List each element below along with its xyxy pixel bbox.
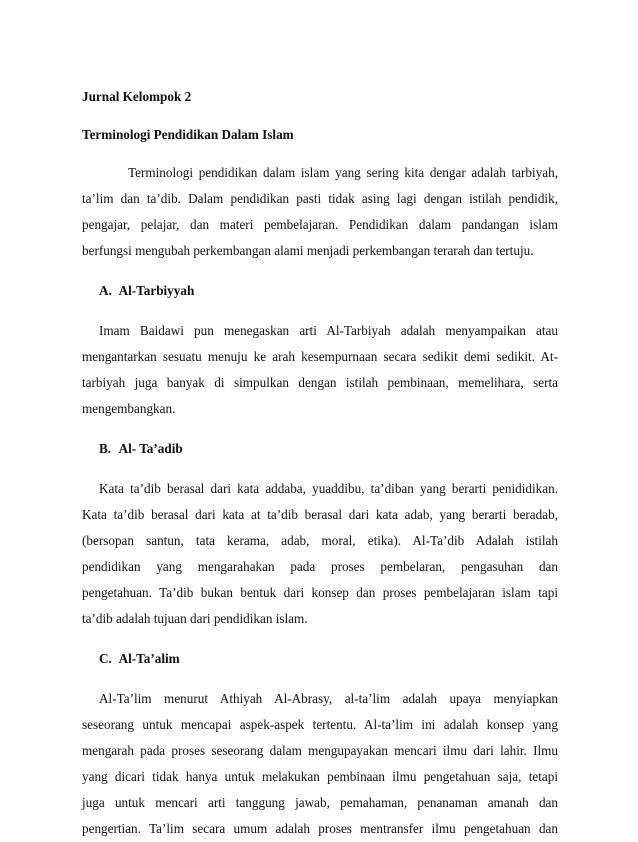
paragraph-line: pengetahuan. Ta’dib bukan bentuk dari konsep dan proses pembelajaran islam tapi: [82, 585, 558, 600]
paragraph-line: ta’dib adalah tujuan dari pendidikan islam.: [82, 611, 308, 626]
document-body: [82, 84, 558, 842]
document-title: Jurnal Kelompok 2: [82, 89, 192, 104]
section-title: Al-Tarbiyyah: [118, 283, 195, 298]
paragraph-line: mengarah pada proses seseorang dalam mengupayakan mencari ilmu dari lahir. Ilmu: [82, 743, 558, 758]
paragraph-line: tarbiyah juga banyak di simpulkan dengan istilah pembinaan, memelihara, serta: [82, 375, 558, 390]
document-subtitle: Terminologi Pendidikan Dalam Islam: [82, 127, 294, 142]
paragraph-line: pengertian. Ta’lim secara umum adalah proses mentransfer ilmu pengetahuan dan: [82, 821, 558, 836]
paragraph-line: yang dicari tidak hanya untuk melakukan pembinaan ilmu pengetahuan saja, tetapi: [82, 769, 558, 784]
paragraph-line: mengantarkan sesuatu menuju ke arah kesempurnaan secara sedikit demi sedikit. At-: [82, 349, 558, 364]
paragraph-line: Kata ta’dib berasal dari kata at ta’dib berasal dari kata adab, yang berarti beradab,: [82, 507, 558, 522]
paragraph-line: mengembangkan.: [82, 401, 176, 416]
section-letter: A.: [99, 283, 112, 298]
paragraph-line: pendidikan yang mengarahakan pada proses pembelaran, pengasuhan dan: [82, 559, 558, 574]
paragraph-line: (bersopan santun, tata kerama, adab, moral, etika). Al-Ta’dib Adalah istilah: [82, 533, 558, 548]
section-heading-c: [82, 646, 558, 672]
intro-line: Terminologi pendidikan dalam islam yang sering kita dengar adalah tarbiyah,: [128, 165, 558, 180]
section-letter: B.: [99, 441, 112, 456]
section-c-paragraph: [82, 686, 558, 842]
intro-paragraph: [82, 160, 558, 264]
section-heading-b: [82, 436, 558, 462]
intro-line: ta’lim dan ta’dib. Dalam pendidikan pasti tidak asing lagi dengan istilah pendidik,: [82, 191, 558, 206]
section-b-paragraph: [82, 476, 558, 632]
paragraph-line: Imam Baidawi pun menegaskan arti Al-Tarbiyah adalah menyampaikan atau: [99, 323, 558, 338]
paragraph-line: Al-Ta’lim menurut Athiyah Al-Abrasy, al-ta’lim adalah upaya menyiapkan: [99, 691, 558, 706]
section-a-paragraph: [82, 318, 558, 422]
section-heading-a: [82, 278, 558, 304]
intro-line: berfungsi mengubah perkembangan alami menjadi perkembangan terarah dan tertuju.: [82, 243, 534, 258]
intro-line: pengajar, pelajar, dan materi pembelajaran. Pendidikan dalam pandangan islam: [82, 217, 558, 232]
section-letter: C.: [99, 651, 112, 666]
section-title: Al- Ta’adib: [118, 441, 183, 456]
paragraph-line: juga untuk mencari arti tanggung jawab, pemahaman, penanaman amanah dan: [82, 795, 558, 810]
paragraph-line: seseorang untuk mencapai aspek-aspek tertentu. Al-ta’lim ini adalah konsep yang: [82, 717, 558, 732]
paragraph-line: Kata ta’dib berasal dari kata addaba, yuaddibu, ta’diban yang berarti penididikan.: [99, 481, 558, 496]
section-title: Al-Ta’alim: [118, 651, 180, 666]
